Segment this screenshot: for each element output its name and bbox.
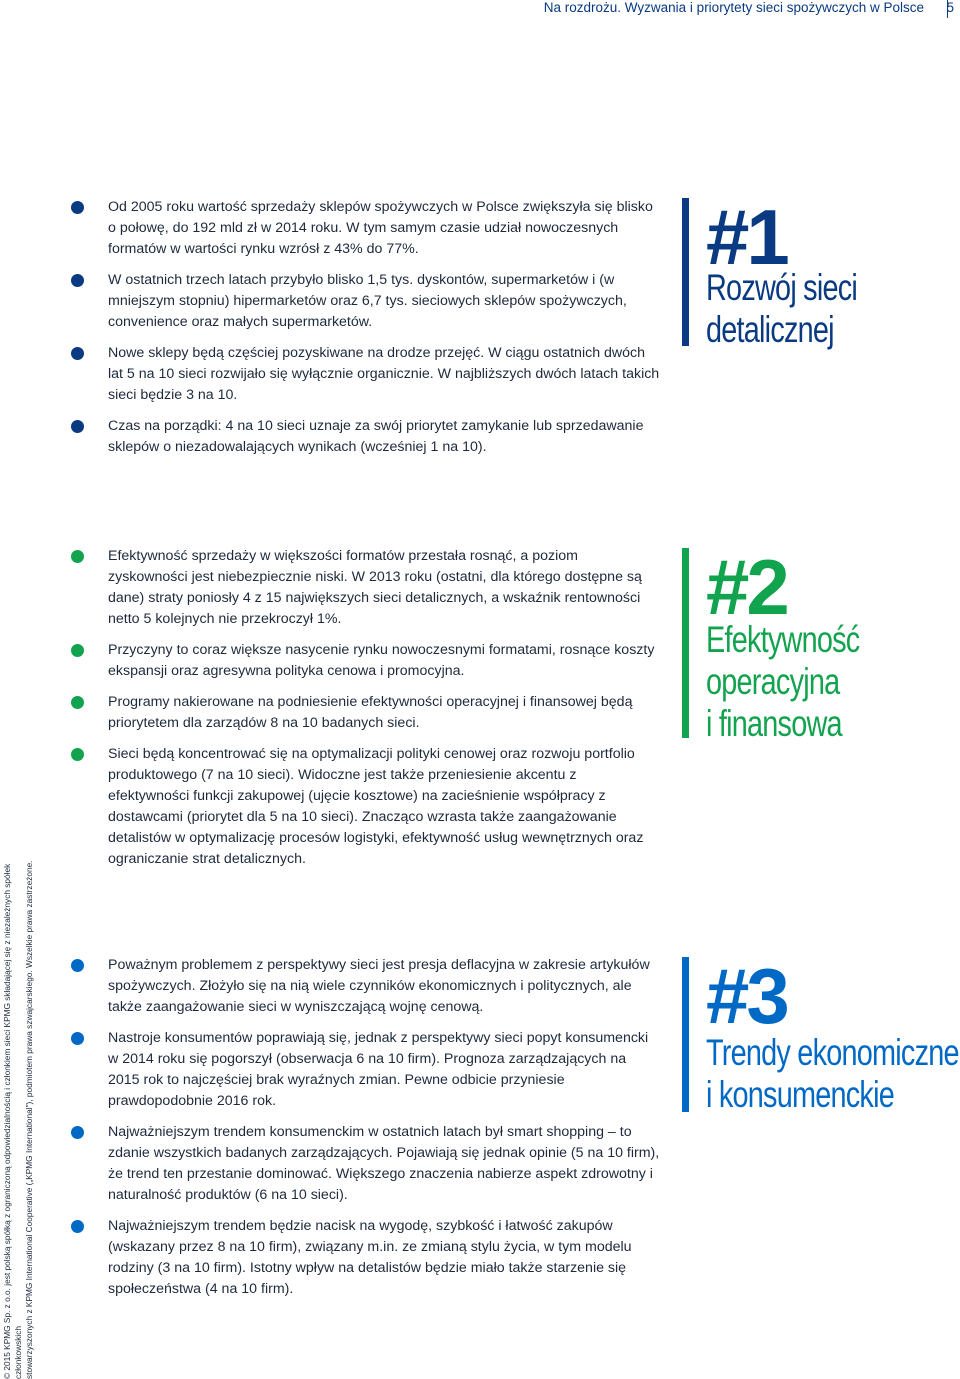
legal-sidebar — [2, 819, 35, 1379]
section-2-bullets — [71, 546, 661, 870]
list-item — [71, 416, 661, 458]
heading-bar — [682, 198, 689, 346]
list-item — [71, 1122, 661, 1206]
bullet-text: Efektywność sprzedaży w większości formatów przestała rosnąć, a poziom zyskowności jest niebezpiecznie niski. W 2013 roku (ostatni, dla którego dostępne są dane) straty poniosły 4 z 15 największych sieci detalicznych, a wskaźnik rentowności netto 5 kolejnych nie przekroczył 1%. — [108, 548, 642, 627]
list-item — [71, 546, 661, 630]
bullet-text: Najważniejszym trendem konsumenckim w ostatnich latach był smart shopping – to zdanie wszystkich badanych zarządzających. Pojawiają się jednak opinie (5 na 10 firm), że trend ten przestanie dominować. Większego znaczenia nabierze aspekt zdrowotny i naturalność produktów (6 na 10 sieci). — [108, 1124, 660, 1203]
list-item — [71, 640, 661, 682]
section-title-line: Trendy ekonomiczne — [706, 1032, 959, 1073]
section-title-line: i konsumenckie — [706, 1074, 894, 1115]
bullet-dot — [71, 1032, 84, 1045]
bullet-text: Poważnym problemem z perspektywy sieci jest presja deflacyjna w zakresie artykułów spożywczych. Złożyło się na nią wiele czynników ekonomicznych i politycznych, ale także zaangażowanie sieci w wyniszczającą wojnę cenową. — [108, 957, 650, 1015]
bullet-dot — [71, 696, 84, 709]
section-number: #1 — [706, 193, 787, 281]
section-title-line: Rozwój sieci — [706, 267, 858, 308]
bullet-dot — [71, 550, 84, 563]
bullet-dot — [71, 420, 84, 433]
bullet-text: Sieci będą koncentrować się na optymalizacji polityki cenowej oraz rozwoju portfolio produktowego (7 na 10 sieci). Widoczne jest także przeniesienie akcentu z efektywności funkcji zakupowej (ujęcie kosztowe) na zacieśnienie współpracy z dostawcami (priorytet dla 5 na 10 sieci). Znacząco wzrasta także zaangażowanie detalistów w optymalizację procesów logistyki, efektywność usług wewnętrznych oraz ograniczanie strat detalicznych. — [108, 746, 644, 867]
bullet-dot — [71, 748, 84, 761]
page-number: 5 — [946, 0, 954, 15]
list-item — [71, 270, 661, 333]
bullet-text: Nowe sklepy będą częściej pozyskiwane na drodze przejęć. W ciągu ostatnich dwóch lat 5 na 10 sieci rozwijało się wyłącznie organicznie. W najbliższych dwóch latach takich sieci będzie 3 na 10. — [108, 345, 660, 403]
bullet-dot — [71, 1220, 84, 1233]
list-item — [71, 343, 661, 406]
bullet-dot — [71, 201, 84, 214]
list-item — [71, 692, 661, 734]
bullet-dot — [71, 959, 84, 972]
bullet-dot — [71, 644, 84, 657]
bullet-dot — [71, 1126, 84, 1139]
section-3-bullets — [71, 955, 661, 1300]
list-item — [71, 1028, 661, 1112]
list-item — [71, 197, 661, 260]
bullet-text: Od 2005 roku wartość sprzedaży sklepów spożywczych w Polsce zwiększyła się blisko o połowę, do 192 mld zł w 2014 roku. W tym samym czasie udział nowoczesnych formatów w wartości rynku wzrósł z 43% do 77%. — [108, 199, 653, 257]
bullet-text: Czas na porządki: 4 na 10 sieci uznaje za swój priorytet zamykanie lub sprzedawanie sklepów o niezadowalających wynikach (wcześniej 1 na 10). — [108, 418, 644, 455]
list-item — [71, 744, 661, 870]
section-title-line: operacyjna — [706, 661, 840, 702]
heading-bar — [682, 957, 689, 1112]
list-item — [71, 1216, 661, 1300]
heading-bar — [682, 548, 689, 738]
section-number: #3 — [706, 952, 787, 1040]
section-number: #2 — [706, 543, 787, 631]
bullet-text: W ostatnich trzech latach przybyło blisko 1,5 tys. dyskontów, supermarketów i (w mniejszym stopniu) hipermarketów oraz 6,7 tys. sieciowych sklepów spożywczych, convenience oraz małych supermarketów. — [108, 272, 627, 330]
list-item — [71, 955, 661, 1018]
section-title-line: Efektywność — [706, 619, 860, 660]
legal-line: stowarzyszonych z KPMG International Cooperative („KPMG International"), podmiotem prawa szwajcarskiego. Wszelkie prawa zastrzeżone. — [24, 860, 34, 1379]
bullet-text: Przyczyny to coraz większe nasycenie rynku nowoczesnymi formatami, rosnące koszty ekspansji oraz agresywna polityka cenowa i promocyjna. — [108, 642, 655, 679]
bullet-text: Najważniejszym trendem będzie nacisk na wygodę, szybkość i łatwość zakupów (wskazany przez 8 na 10 firm), związany m.in. ze zmianą stylu życia, w tym modelu rodziny (3 na 10 firm). Istotny wpływ na detalistów będzie miało także starzenie się społeczeństwa (4 na 10 firm). — [108, 1218, 632, 1297]
legal-line: © 2015 KPMG Sp. z o.o. jest polską spółką z ograniczoną odpowiedzialnością i członkiem sieci KPMG składającej się z niezależnych spółek członkowskich — [2, 863, 23, 1379]
section-title-line: detalicznej — [706, 309, 834, 350]
section-title-line: i finansowa — [706, 703, 842, 744]
page-header — [0, 0, 960, 20]
bullet-dot — [71, 347, 84, 360]
bullet-dot — [71, 274, 84, 287]
bullet-text: Programy nakierowane na podniesienie efektywności operacyjnej i finansowej będą priorytetem dla zarządów 8 na 10 badanych sieci. — [108, 694, 633, 731]
header-title: Na rozdrożu. Wyzwania i priorytety sieci spożywczych w Polsce — [543, 0, 924, 15]
bullet-text: Nastroje konsumentów poprawiają się, jednak z perspektywy sieci popyt konsumencki w 2014 roku się pogorszył (obserwacja 6 na 10 firm). Prognoza zarządzających na 2015 rok to najczęściej brak wyraźnych zmian. Pewne odbicie przyniesie prawdopodobnie 2016 rok. — [108, 1030, 649, 1109]
section-1-bullets — [71, 197, 661, 458]
